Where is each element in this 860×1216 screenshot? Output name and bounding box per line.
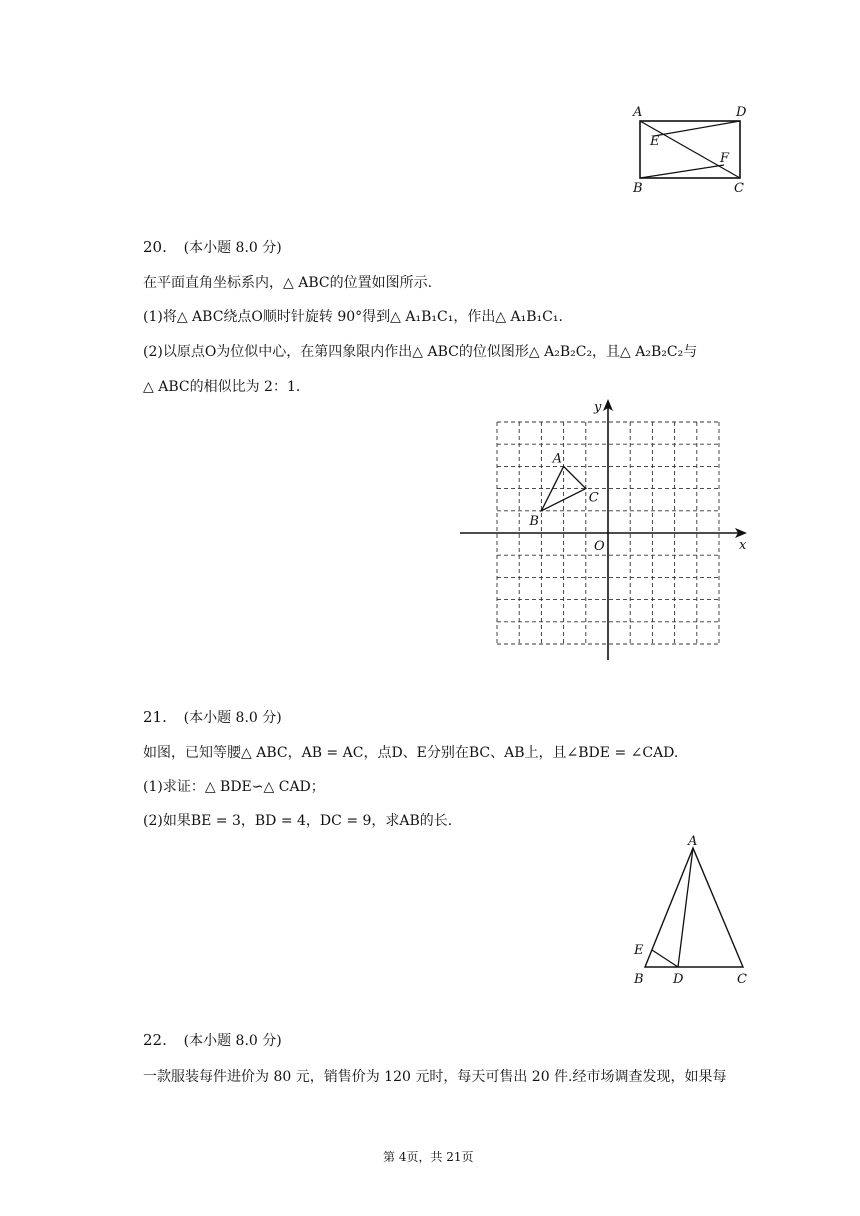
label-D: D (673, 972, 684, 987)
x-axis-label: x (739, 538, 747, 553)
question-21-line-2: (1)求证：△ BDE∽△ CAD； (143, 779, 325, 795)
question-20-line-2: (1)将△ ABC绕点O顺时针旋转 90°得到△ A₁B₁C₁，作出△ A₁B₁C₁. (143, 309, 563, 325)
question-20-header (143, 237, 282, 257)
question-21-line-1: 如图，已知等腰△ ABC，AB = AC，点D、E分别在BC、AB上，且∠BDE = ∠CAD. (143, 745, 679, 761)
vertex-label-A: A (552, 451, 562, 467)
figure-isosceles-triangle (625, 832, 760, 992)
label-E: E (650, 134, 660, 149)
question-number: 22. (143, 1031, 167, 1049)
origin-label: O (594, 539, 605, 554)
question-score: (本小题 8.0 分) (183, 710, 282, 726)
label-B: B (633, 181, 643, 196)
label-A: A (633, 105, 643, 120)
question-22-line-1: 一款服装每件进价为 80 元，销售价为 120 元时，每天可售出 20 件.经市场调查发现，如果每 (143, 1069, 727, 1085)
question-number: 21. (143, 708, 167, 726)
label-F: F (720, 151, 730, 166)
question-20-line-1: 在平面直角坐标系内，△ ABC的位置如图所示. (143, 275, 433, 291)
vertex-label-B: B (529, 513, 539, 529)
label-C: C (734, 181, 744, 196)
question-21-line-3: (2)如果BE = 3，BD = 4，DC = 9，求AB的长. (143, 813, 453, 829)
axes (460, 399, 747, 660)
question-score: (本小题 8.0 分) (183, 1033, 282, 1049)
vertex-label-C: C (588, 490, 599, 506)
question-score: (本小题 8.0 分) (183, 240, 282, 256)
label-E: E (634, 943, 644, 958)
label-C: C (737, 972, 747, 987)
y-axis-label: y (594, 400, 602, 415)
question-22-header (143, 1030, 282, 1050)
question-21-header (143, 707, 282, 727)
question-number: 20. (143, 238, 167, 256)
label-B: B (634, 972, 644, 987)
page-footer: 第 4页，共 21页 (383, 1150, 474, 1164)
label-D: D (736, 105, 747, 120)
triangle-abc (528, 451, 598, 528)
coordinate-grid-figure (455, 395, 755, 665)
label-A: A (688, 834, 698, 849)
question-20-line-3: (2)以原点O为位似中心，在第四象限内作出△ ABC的位似图形△ A₂B₂C₂，且△ A₂B₂C₂与 (143, 344, 698, 360)
figure-rectangle-abcd (628, 100, 758, 198)
question-20-line-4: △ ABC的相似比为 2：1. (143, 379, 301, 395)
